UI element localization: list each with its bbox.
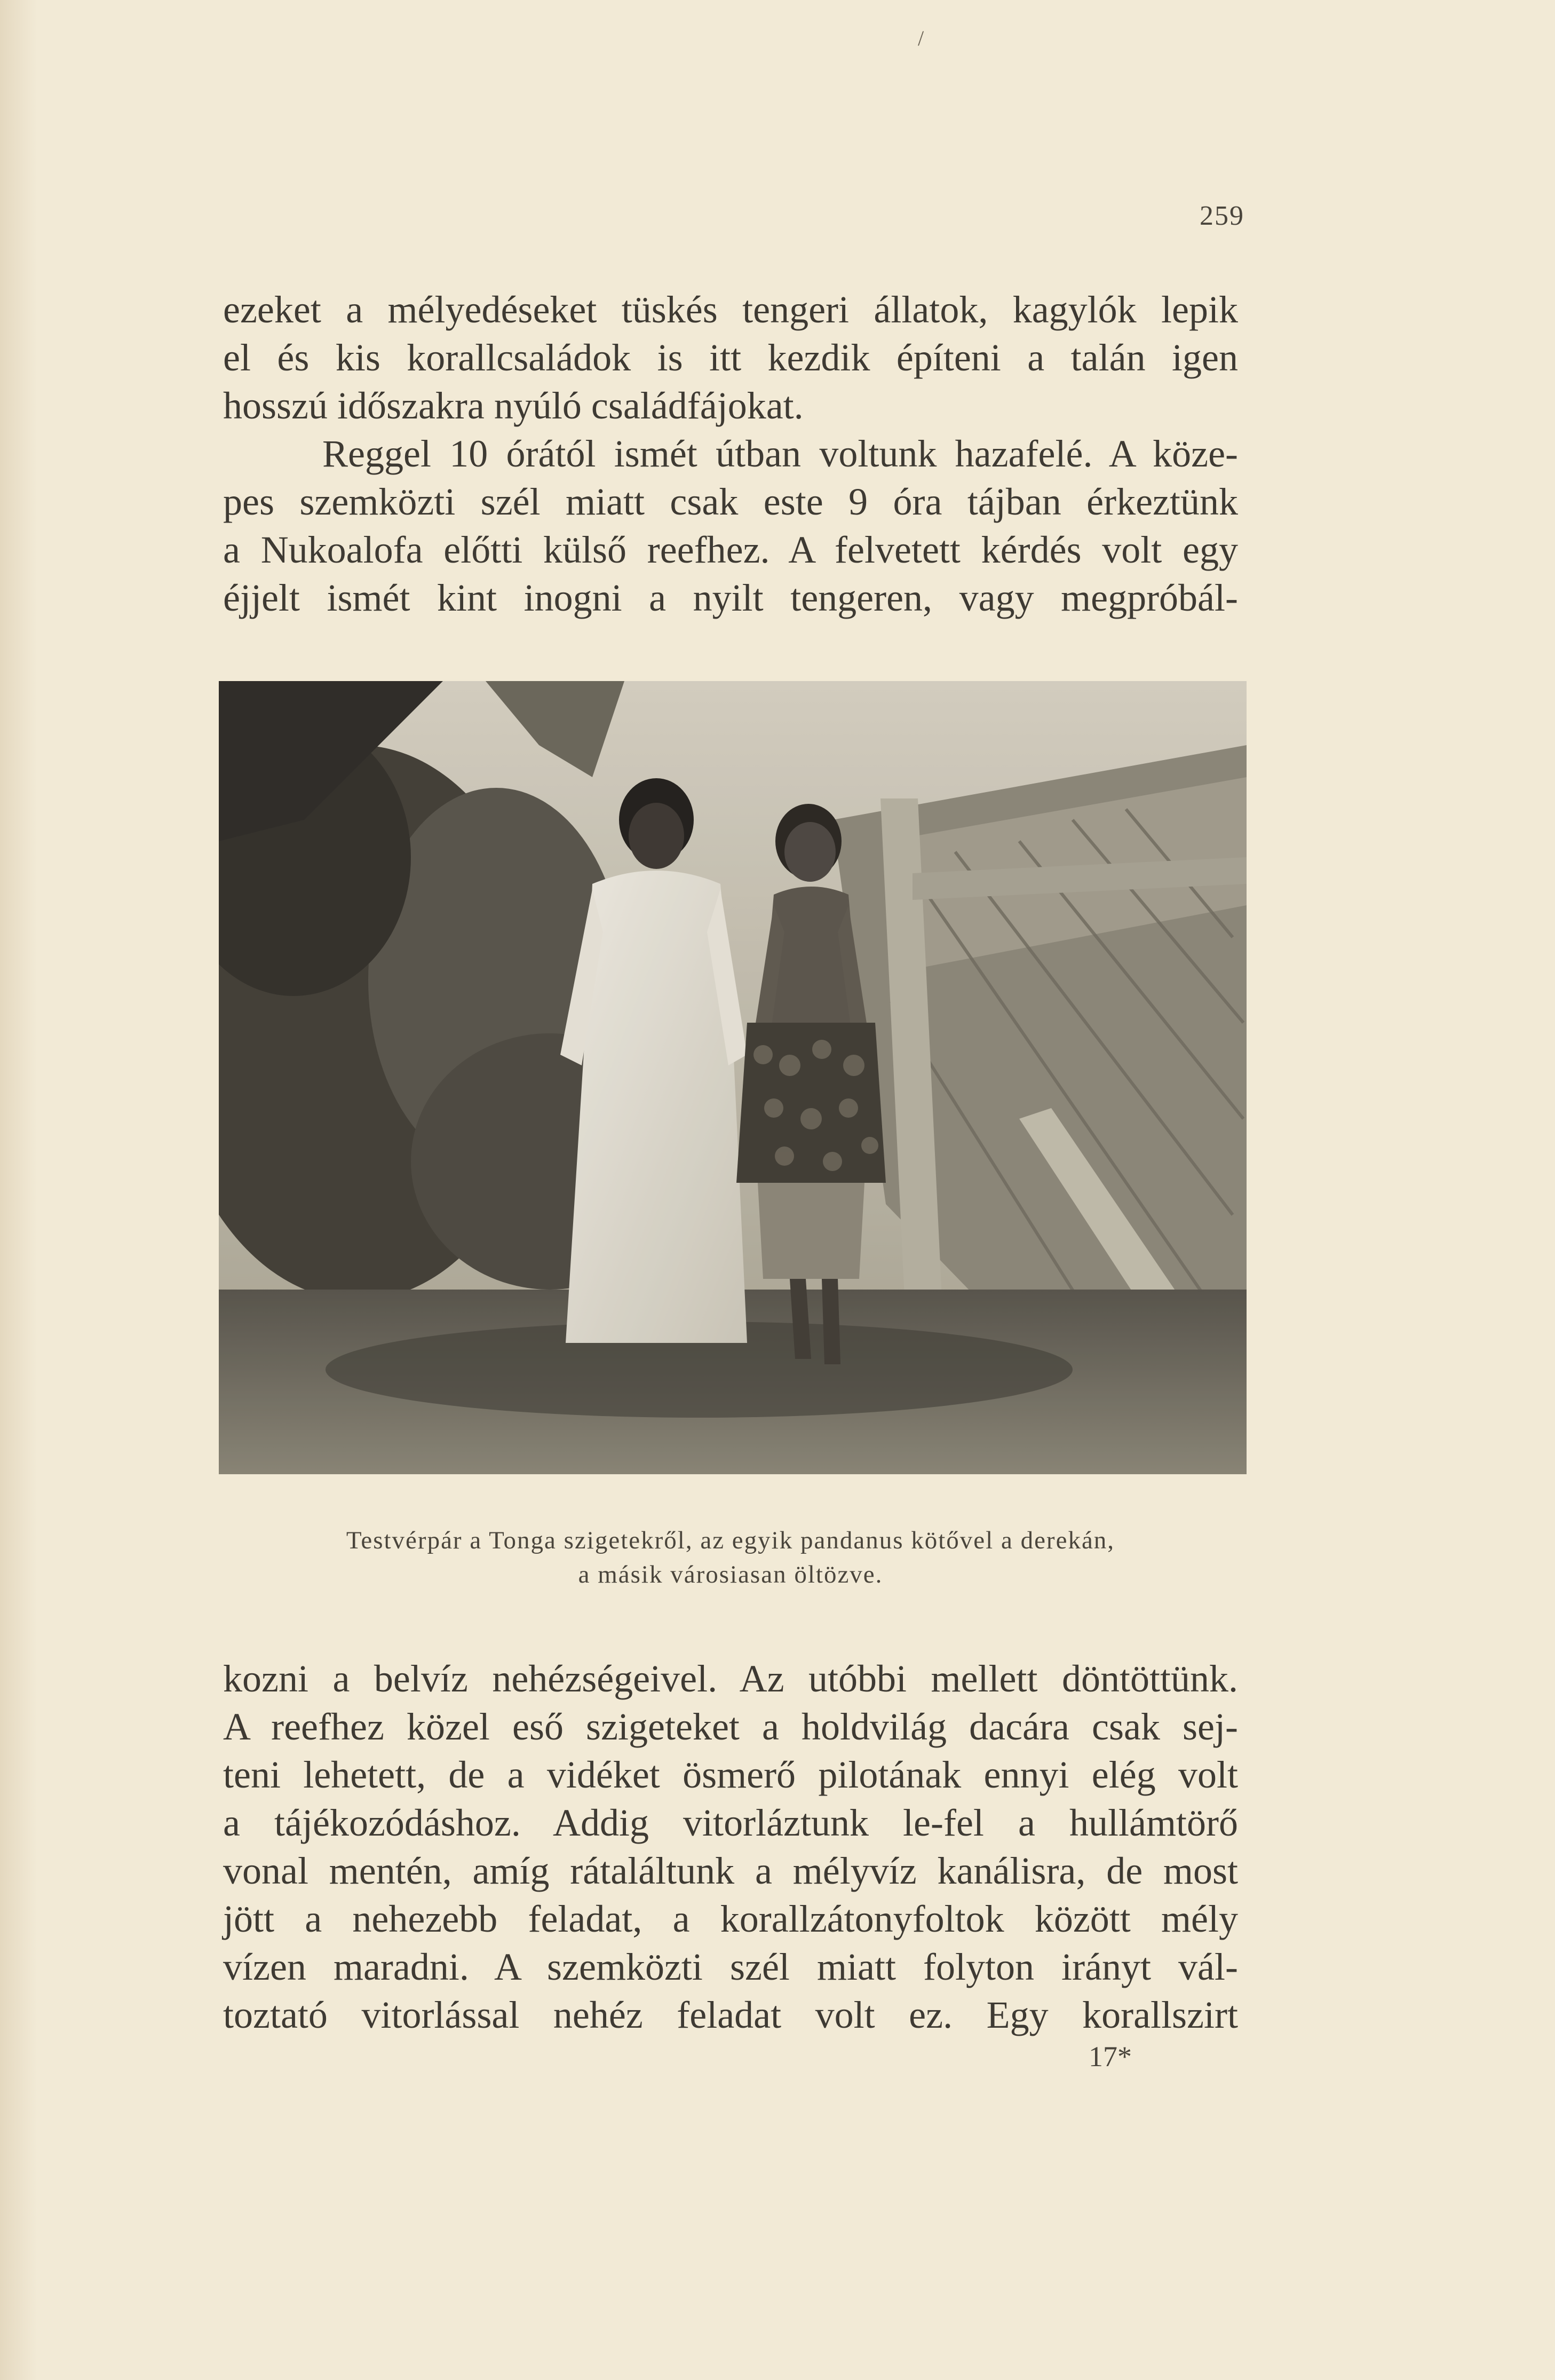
signature-mark: 17* bbox=[1089, 2041, 1132, 2073]
text-line: Reggel 10 órától ismét útban voltunk hazafelé. A köze- bbox=[322, 432, 1238, 475]
paragraph-2 bbox=[223, 430, 1238, 622]
text-line: teni lehetett, de a vidéket ösmerő pilotának ennyi elég volt bbox=[223, 1753, 1238, 1796]
text-line: ezeket a mélyedéseket tüskés tengeri állatok, kagylók lepik bbox=[223, 288, 1238, 331]
figure-caption bbox=[223, 1523, 1238, 1592]
text-line: el és kis korallcsaládok is itt kezdik építeni a talán igen bbox=[223, 336, 1238, 379]
text-line: vízen maradni. A szemközti szél miatt folyton irányt vál- bbox=[223, 1946, 1238, 1988]
page-number: 259 bbox=[1200, 201, 1244, 231]
text-line: hosszú időszakra nyúló családfájokat. bbox=[223, 384, 804, 427]
text-line: toztató vitorlással nehéz feladat volt ez. Egy korallszirt bbox=[223, 1994, 1238, 2036]
text-line: A reefhez közel eső szigeteket a holdvilág dacára csak sej- bbox=[223, 1705, 1238, 1748]
caption-line: Testvérpár a Tonga szigetekről, az egyik pandanus kötővel a derekán, bbox=[346, 1527, 1115, 1554]
text-line: a tájékozódáshoz. Addig vitorláztunk le-fel a hullámtörő bbox=[223, 1801, 1238, 1844]
paragraph-3 bbox=[223, 1655, 1238, 2039]
page-edge-shadow bbox=[0, 0, 37, 2380]
text-line: pes szemközti szél miatt csak este 9 óra tájban érkeztünk bbox=[223, 480, 1238, 523]
text-line: jött a nehezebb feladat, a korallzátonyfoltok között mély bbox=[223, 1897, 1238, 1940]
text-line: a Nukoalofa előtti külső reefhez. A felvetett kérdés volt egy bbox=[223, 528, 1238, 571]
printer-mark: / bbox=[918, 26, 924, 50]
text-line: éjjelt ismét kint inogni a nyilt tengeren, vagy megpróbál- bbox=[223, 576, 1238, 619]
paragraph-1 bbox=[223, 286, 1238, 430]
photograph-two-sisters bbox=[219, 681, 1247, 1474]
caption-line: a másik városiasan öltözve. bbox=[578, 1561, 883, 1588]
text-line: vonal mentén, amíg rátaláltunk a mélyvíz kanálisra, de most bbox=[223, 1849, 1238, 1892]
text-line: kozni a belvíz nehézségeivel. Az utóbbi mellett döntöttünk. bbox=[223, 1657, 1238, 1700]
